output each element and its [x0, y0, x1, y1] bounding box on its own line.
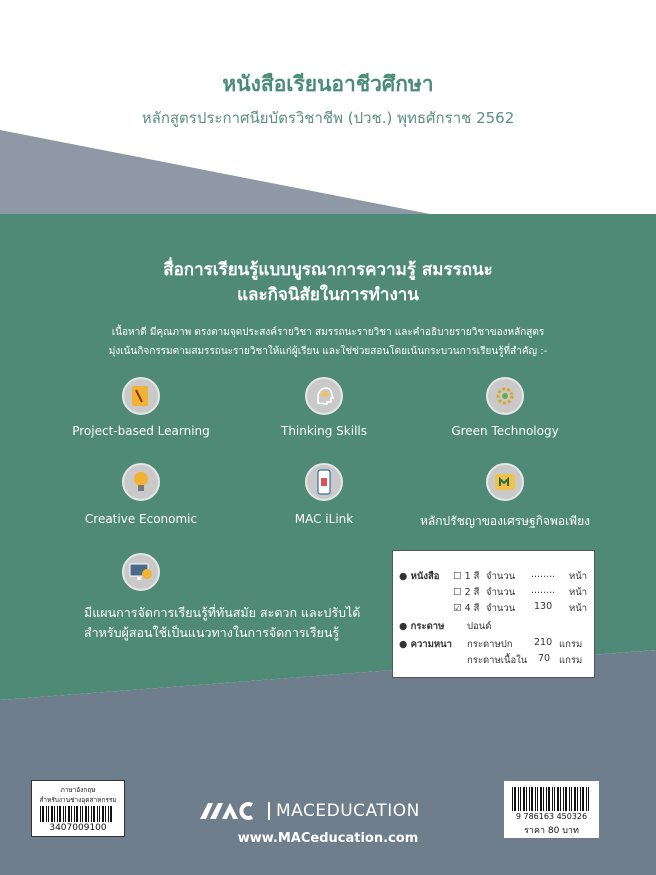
barcode-bar [531, 787, 533, 811]
barcode-bar [554, 787, 555, 811]
isbn-barcode [504, 781, 599, 838]
barcode-bar [102, 806, 104, 822]
mac-education-logo [200, 800, 440, 822]
barcode-bar [54, 806, 55, 822]
feature-label-thinking-skills: Thinking Skills [280, 424, 367, 438]
barcode-bar [512, 787, 513, 811]
barcode-bar [85, 806, 87, 822]
barcode-bar [560, 787, 561, 811]
barcode-bar [68, 806, 70, 822]
spec-row-2-unit: หน้า [569, 587, 588, 598]
barcode-bar [537, 787, 538, 811]
spec-row-3-count-label: จำนวน [486, 603, 516, 614]
barcode-bar [563, 787, 564, 811]
barcode-bar [540, 787, 542, 811]
subject-barcode-bars [40, 806, 116, 822]
description-line-2: มุ่งเน้นกิจกรรมตามสมรรถนะรายวิชาให้แก่ผู้เรียน และใช่ช่วยสอนโดยเน้นกระบวนการเรียนรู้ที่สำคัญ :- [108, 346, 548, 357]
spec-row-3-unit: หน้า [569, 603, 588, 614]
sufficiency-economy-icon [486, 463, 524, 501]
subject-barcode-line-1: ภาษาอังกฤษ [60, 786, 96, 794]
barcode-bar [91, 806, 92, 822]
spec-row-1-color: ☐ 1 สี [453, 571, 480, 582]
barcode-bar [82, 806, 83, 822]
barcode-bar [74, 806, 75, 822]
subject-barcode [31, 780, 125, 837]
barcode-bar [51, 806, 53, 822]
brand-text: MACEDUCATION [276, 801, 420, 821]
mac-ilink-phone-icon [305, 463, 343, 501]
barcode-bar [569, 787, 570, 811]
monitor-disc-icon [122, 553, 160, 591]
barcode-bar [76, 806, 78, 822]
book-price: ราคา 80 บาท [524, 826, 579, 836]
barcode-bar [65, 806, 66, 822]
barcode-bar [99, 806, 100, 822]
subject-barcode-number: 3407009100 [49, 823, 107, 833]
barcode-bar [574, 787, 576, 811]
headline-line-1: สื่อการเรียนรู้แบบบูรณาการความรู้ สมรรถนะ [163, 260, 493, 280]
barcode-bar [108, 806, 109, 822]
website-url[interactable]: www.MACeducation.com [237, 831, 419, 846]
book-spec-box [392, 550, 595, 678]
barcode-bar [571, 787, 572, 811]
spec-cover-label: กระดาษปก [467, 639, 513, 650]
barcode-bar [565, 787, 567, 811]
barcode-bar [543, 787, 544, 811]
barcode-bar [110, 806, 112, 822]
spec-cover-value: 210 [534, 637, 553, 648]
barcode-bar [71, 806, 72, 822]
barcode-bar [552, 787, 553, 811]
barcode-bar [88, 806, 89, 822]
description-line-1: เนื้อหาดี มีคุณภาพ ตรงตามจุดประสงค์รายวิชา สมรรถนะรายวิชา และคำอธิบายรายวิชาของหลักสูตร [111, 327, 545, 338]
spec-book-label: ● หนังสือ [399, 571, 440, 582]
lightbulb-icon [122, 463, 160, 501]
head-brain-icon [305, 377, 343, 415]
mac-logo-mark-icon [200, 802, 262, 820]
spec-row-2-value: ........ [531, 585, 556, 596]
barcode-bar [523, 787, 525, 811]
spec-inner-unit: แกรม [559, 655, 583, 666]
spec-row-1-unit: หน้า [569, 571, 588, 582]
spec-thickness-label: ● ความหนา [399, 639, 452, 650]
isbn-number: 9 786163 450326 [515, 812, 588, 821]
barcode-bar [42, 806, 44, 822]
spec-row-1-count-label: จำนวน [486, 571, 516, 582]
logo-divider [268, 802, 270, 820]
barcode-bar [105, 806, 106, 822]
barcode-bar [48, 806, 49, 822]
barcode-bar [93, 806, 95, 822]
spec-row-1-value: ........ [531, 569, 556, 580]
spec-row-2-count-label: จำนวน [486, 587, 516, 598]
barcode-bar [46, 806, 47, 822]
headline-line-2: และกิจนิสัยในการทำงาน [237, 285, 419, 305]
barcode-bar [557, 787, 559, 811]
barcode-bar [580, 787, 581, 811]
spec-inner-label: กระดาษเนื้อใน [467, 655, 528, 666]
barcode-bar [588, 787, 589, 811]
barcode-bar [97, 806, 98, 822]
spec-paper-label: ● กระดาษ [399, 621, 445, 632]
isbn-barcode-bars [512, 787, 592, 811]
lesson-plan-line-1: มีแผนการจัดการเรียนรู้ที่ทันสมัย สะดวก และปรับได้ [84, 605, 361, 620]
spec-inner-value: 70 [538, 653, 551, 664]
subject-barcode-line-2: สำหรับงานช่างอุตสาหกรรม [39, 796, 117, 804]
book-title: หนังสือเรียนอาชีวศึกษา [222, 72, 434, 96]
barcode-bar [514, 787, 516, 811]
barcode-bar [535, 787, 536, 811]
barcode-bar [57, 806, 58, 822]
feature-label-sufficiency-economy: หลักปรัชญาของเศรษฐกิจพอเพียง [420, 514, 590, 528]
curriculum-subtitle: หลักสูตรประกาศนียบัตรวิชาชีพ (ปวช.) พุทธศักราช 2562 [141, 109, 515, 127]
barcode-bar [526, 787, 527, 811]
barcode-bar [63, 806, 64, 822]
barcode-bar [40, 806, 41, 822]
green-gear-icon [486, 377, 524, 415]
feature-label-creative-economic: Creative Economic [84, 512, 198, 526]
barcode-bar [520, 787, 521, 811]
spec-row-2-color: ☐ 2 สี [453, 587, 480, 598]
spec-paper-value: ปอนด์ [467, 621, 492, 632]
barcode-bar [582, 787, 584, 811]
spec-cover-unit: แกรม [559, 639, 583, 650]
barcode-bar [548, 787, 550, 811]
barcode-bar [59, 806, 61, 822]
feature-label-green-technology: Green Technology [451, 424, 559, 438]
spec-row-3-color: ☑ 4 สี [453, 603, 480, 614]
feature-label-mac-ilink: MAC iLink [294, 512, 354, 526]
feature-label-project-based-learning: Project-based Learning [72, 424, 210, 438]
barcode-bar [529, 787, 530, 811]
barcode-bar [80, 806, 81, 822]
barcode-bar [577, 787, 578, 811]
barcode-bar [546, 787, 547, 811]
barcode-bar [586, 787, 587, 811]
spec-row-3-value: 130 [534, 601, 553, 612]
notebook-pencil-icon [122, 377, 160, 415]
barcode-bar [518, 787, 519, 811]
lesson-plan-line-2: สำหรับผู้สอนใช้เป็นแนวทางในการจัดการเรียนรู้ [84, 625, 340, 640]
